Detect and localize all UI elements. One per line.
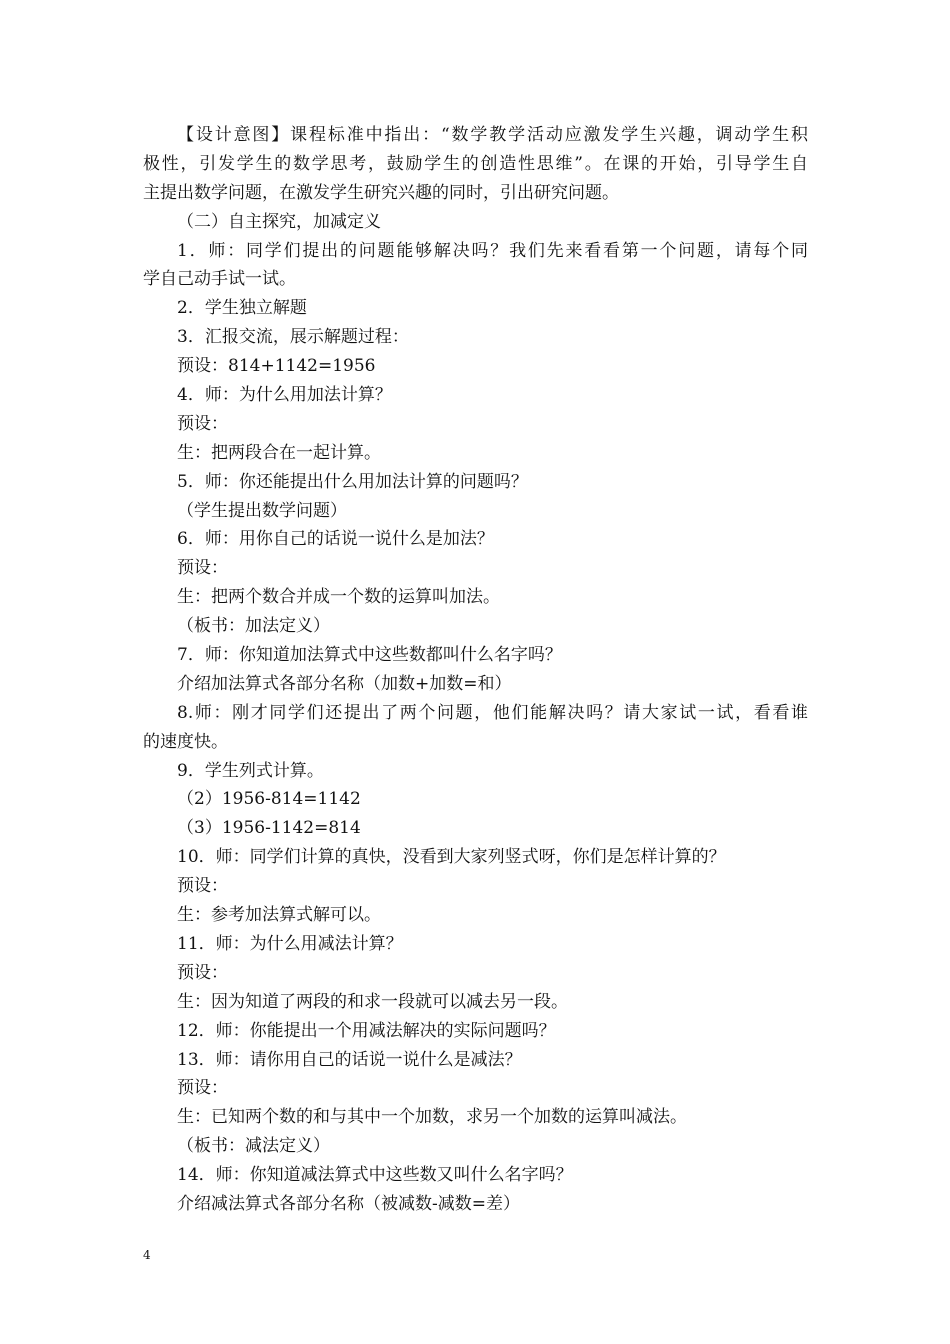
paragraph-line: 生：把两个数合并成一个数的运算叫加法。 (177, 587, 500, 608)
paragraph-line: 介绍减法算式各部分名称（被减数-减数=差） (177, 1193, 520, 1214)
paragraph-line: 12．师：你能提出一个用减法解决的实际问题吗？ (177, 1020, 556, 1041)
paragraph-line: 生：参考加法算式解可以。 (177, 905, 381, 926)
paragraph-line: 生：把两段合在一起计算。 (177, 442, 381, 463)
paragraph-line: 介绍加法算式各部分名称（加数+加数=和） (177, 673, 512, 694)
paragraph-line: 的速度快。 (143, 731, 228, 752)
paragraph-line: 2．学生独立解题 (177, 298, 307, 319)
paragraph-line: （学生提出数学问题） (177, 500, 347, 521)
paragraph-line: 预设：814+1142=1956 (177, 356, 376, 377)
paragraph-line: 生：已知两个数的和与其中一个加数，求另一个加数的运算叫减法。 (177, 1107, 687, 1128)
paragraph-line: 主提出数学问题，在激发学生研究兴趣的同时，引出研究问题。 (143, 182, 619, 203)
paragraph-line: 3．汇报交流，展示解题过程： (177, 327, 409, 348)
paragraph-line: 8.师：刚才同学们还提出了两个问题，他们能解决吗？请大家试一试，看看谁 (177, 702, 808, 723)
paragraph-line: （2）1956-814=1142 (177, 789, 361, 810)
paragraph-line: 【设计意图】课程标准中指出：“数学教学活动应激发学生兴趣，调动学生积 (177, 125, 808, 145)
paragraph-line: 1．师：同学们提出的问题能够解决吗？我们先来看看第一个问题，请每个同 (177, 240, 808, 261)
paragraph-line: 5．师：你还能提出什么用加法计算的问题吗？ (177, 471, 528, 492)
paragraph-line: （3）1956-1142=814 (177, 818, 361, 839)
paragraph-line: 14．师：你知道减法算式中这些数又叫什么名字吗？ (177, 1165, 573, 1186)
paragraph-line: 7．师：你知道加法算式中这些数都叫什么名字吗？ (177, 645, 562, 666)
paragraph-line: 13．师：请你用自己的话说一说什么是减法？ (177, 1049, 522, 1070)
paragraph-line: 极性，引发学生的数学思考，鼓励学生的创造性思维”。在课的开始，引导学生自 (143, 153, 808, 174)
paragraph-line: 11．师：为什么用减法计算？ (177, 933, 403, 954)
paragraph-line: 10．师：同学们计算的真快，没看到大家列竖式呀，你们是怎样计算的？ (177, 847, 726, 868)
paragraph-line: 生：因为知道了两段的和求一段就可以减去另一段。 (177, 991, 568, 1012)
paragraph-line: 预设： (177, 1078, 228, 1099)
paragraph-line: 9．学生列式计算。 (177, 760, 324, 781)
paragraph-line: 学自己动手试一试。 (143, 269, 296, 290)
paragraph-line: 预设： (177, 558, 228, 579)
paragraph-line: 6．师：用你自己的话说一说什么是加法？ (177, 529, 494, 550)
paragraph-line: 预设： (177, 876, 228, 897)
paragraph-line: （板书：加法定义） (177, 616, 330, 637)
paragraph-line: 预设： (177, 413, 228, 434)
paragraph-line: 4．师：为什么用加法计算？ (177, 385, 392, 406)
paragraph-line: （板书：减法定义） (177, 1136, 330, 1157)
page-number: 4 (143, 1248, 151, 1262)
section-heading: （二）自主探究，加减定义 (177, 211, 381, 232)
paragraph-line: 预设： (177, 962, 228, 983)
document-body (143, 121, 808, 1219)
